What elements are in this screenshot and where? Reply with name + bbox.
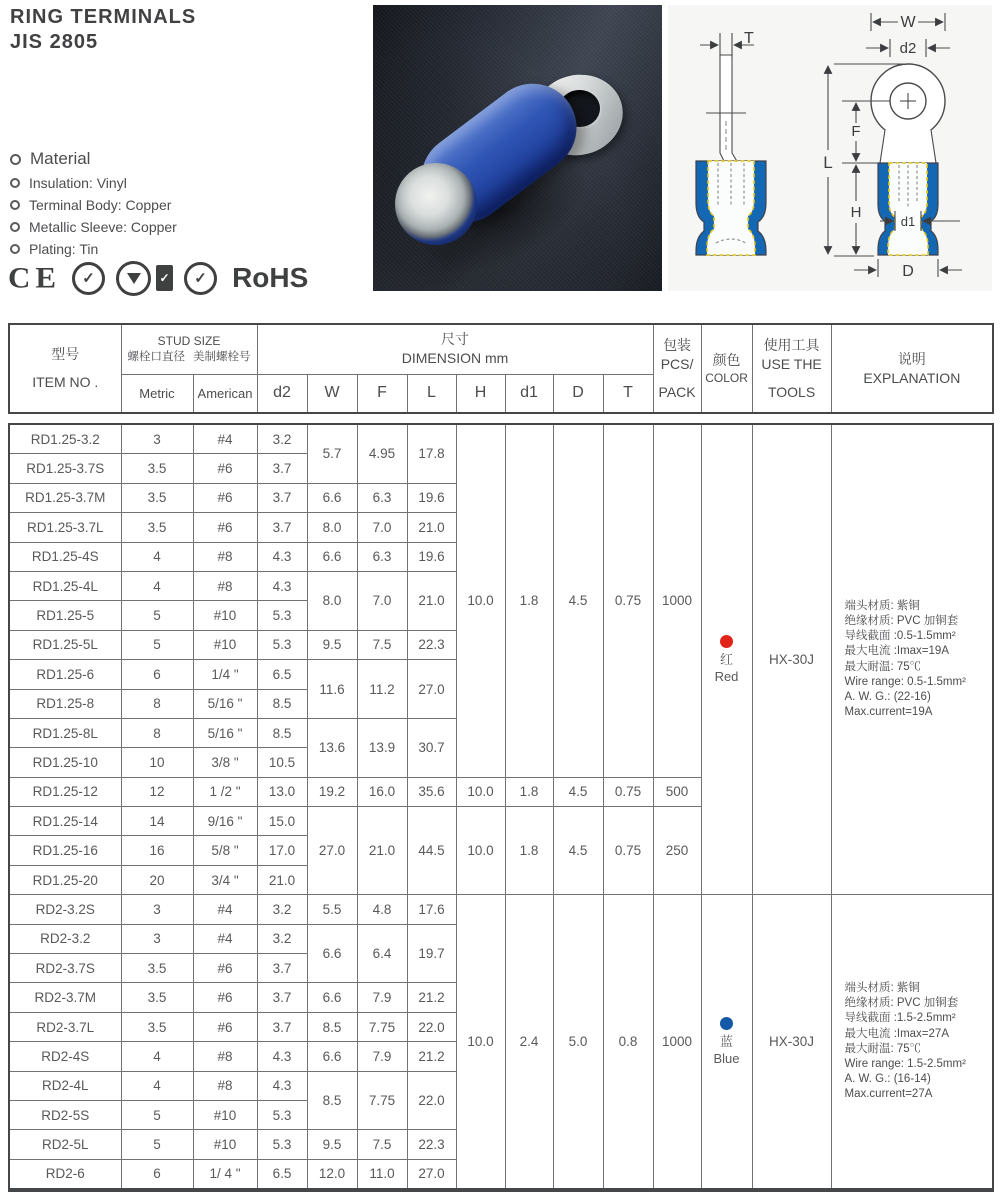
cell-american: 5/16 " <box>193 689 257 718</box>
cell-w: 6.6 <box>307 983 357 1012</box>
cell-d: 5.0 <box>553 895 603 1190</box>
cell-american: 5/8 " <box>193 836 257 865</box>
material-item: Plating: Tin <box>10 241 177 257</box>
cell-american: 5/16 " <box>193 718 257 747</box>
cell-d2: 3.7 <box>257 954 307 983</box>
dim-label-d: D <box>902 263 914 280</box>
cell-f: 7.0 <box>357 571 407 630</box>
cell-metric: 5 <box>121 1130 193 1159</box>
cell-l: 21.0 <box>407 513 456 542</box>
cell-f: 7.5 <box>357 1130 407 1159</box>
material-item: Metallic Sleeve: Copper <box>10 219 177 235</box>
cell-american: #8 <box>193 542 257 571</box>
cell-l: 22.3 <box>407 1130 456 1159</box>
cell-h: 10.0 <box>456 807 505 895</box>
cell-metric: 12 <box>121 777 193 806</box>
cell-metric: 3 <box>121 895 193 924</box>
header-pack: 包装 PCS/ PACK <box>653 324 701 413</box>
cell-f: 11.2 <box>357 660 407 719</box>
cell-l: 30.7 <box>407 718 456 777</box>
cell-l: 35.6 <box>407 777 456 806</box>
header-explanation: 说明 EXPLANATION <box>831 324 993 413</box>
cell-item: RD1.25-5L <box>9 630 121 659</box>
cell-item: RD1.25-4S <box>9 542 121 571</box>
cell-d2: 8.5 <box>257 718 307 747</box>
cell-w: 8.5 <box>307 1071 357 1130</box>
cell-d2: 17.0 <box>257 836 307 865</box>
cell-l: 21.2 <box>407 1042 456 1071</box>
header-tools: 使用工具 USE THE TOOLS <box>752 324 831 413</box>
spec-table-header <box>8 323 994 414</box>
cell-d1: 1.8 <box>505 777 553 806</box>
cell-metric: 5 <box>121 630 193 659</box>
cell-w: 8.5 <box>307 1012 357 1041</box>
bullet-icon <box>10 154 21 165</box>
cell-pack: 1000 <box>653 424 701 777</box>
cell-american: #10 <box>193 1130 257 1159</box>
rohs-mark: RoHS <box>232 262 309 293</box>
red-color-dot-icon <box>720 635 733 648</box>
dim-label-w: W <box>900 14 916 31</box>
cell-f: 7.9 <box>357 1042 407 1071</box>
cell-d2: 3.7 <box>257 983 307 1012</box>
cell-d2: 3.7 <box>257 454 307 483</box>
header-col-t: T <box>603 374 653 413</box>
cell-metric: 3.5 <box>121 483 193 512</box>
cell-american: #10 <box>193 630 257 659</box>
cell-w: 12.0 <box>307 1159 357 1190</box>
cell-d2: 5.3 <box>257 1100 307 1129</box>
cell-t: 0.75 <box>603 424 653 777</box>
cell-american: #8 <box>193 571 257 600</box>
cell-l: 22.0 <box>407 1071 456 1130</box>
cell-metric: 6 <box>121 660 193 689</box>
cell-american: #8 <box>193 1042 257 1071</box>
cell-american: #10 <box>193 601 257 630</box>
cell-d: 4.5 <box>553 424 603 777</box>
cell-w: 8.0 <box>307 571 357 630</box>
cell-american: #6 <box>193 513 257 542</box>
header-col-d1: d1 <box>505 374 553 413</box>
cell-h: 10.0 <box>456 777 505 806</box>
dim-label-t: T <box>744 30 754 47</box>
cell-l: 17.6 <box>407 895 456 924</box>
cell-metric: 4 <box>121 571 193 600</box>
cell-d2: 3.7 <box>257 513 307 542</box>
cell-d1: 2.4 <box>505 895 553 1190</box>
cell-w: 5.5 <box>307 895 357 924</box>
cell-american: #8 <box>193 1071 257 1100</box>
cell-l: 22.3 <box>407 630 456 659</box>
cell-w: 19.2 <box>307 777 357 806</box>
cell-item: RD1.25-5 <box>9 601 121 630</box>
cell-item: RD2-4L <box>9 1071 121 1100</box>
cell-metric: 4 <box>121 1042 193 1071</box>
cell-f: 7.75 <box>357 1012 407 1041</box>
cell-d2: 5.3 <box>257 630 307 659</box>
cell-metric: 3 <box>121 424 193 454</box>
header-col-f: F <box>357 374 407 413</box>
header-american: American <box>193 374 257 413</box>
cell-h: 10.0 <box>456 424 505 777</box>
blue-color-dot-icon <box>720 1017 733 1030</box>
header-item-no: 型号 ITEM NO . <box>9 324 121 413</box>
cell-f: 16.0 <box>357 777 407 806</box>
cell-l: 19.7 <box>407 924 456 983</box>
cell-item: RD1.25-6 <box>9 660 121 689</box>
sgs-check-badge-icon: ✓ <box>184 262 217 295</box>
cell-metric: 20 <box>121 865 193 894</box>
cell-w: 6.6 <box>307 483 357 512</box>
spec-table-body <box>8 423 994 1192</box>
cell-item: RD2-4S <box>9 1042 121 1071</box>
cell-metric: 14 <box>121 807 193 836</box>
cell-metric: 4 <box>121 542 193 571</box>
cell-w: 9.5 <box>307 1130 357 1159</box>
header-row-1 <box>9 324 993 374</box>
material-item: Terminal Body: Copper <box>10 197 177 213</box>
cell-metric: 3.5 <box>121 954 193 983</box>
cell-d2: 3.7 <box>257 1012 307 1041</box>
header-stud-size: STUD SIZE 螺栓口直径 美制螺栓号 <box>121 324 257 374</box>
cell-metric: 3.5 <box>121 454 193 483</box>
cell-item: RD1.25-8 <box>9 689 121 718</box>
cell-item: RD1.25-14 <box>9 807 121 836</box>
cell-f: 7.9 <box>357 983 407 1012</box>
cell-d2: 4.3 <box>257 542 307 571</box>
diagram-svg <box>668 5 992 291</box>
cell-american: #4 <box>193 424 257 454</box>
cell-item: RD1.25-3.7M <box>9 483 121 512</box>
material-item: Insulation: Vinyl <box>10 175 177 191</box>
header-dimension: 尺寸 DIMENSION mm <box>257 324 653 374</box>
bullet-icon <box>10 244 20 254</box>
cell-w: 27.0 <box>307 807 357 895</box>
cell-d2: 4.3 <box>257 571 307 600</box>
cell-pack: 1000 <box>653 895 701 1190</box>
cell-l: 21.2 <box>407 983 456 1012</box>
cell-american: #10 <box>193 1100 257 1129</box>
cell-item: RD1.25-8L <box>9 718 121 747</box>
bullet-icon <box>10 200 20 210</box>
cell-explanation: 端头材质: 紫铜 绝缘材质: PVC 加铜套 导线截面 :0.5-1.5mm² 最大电流 :Imax=19A 最大耐温: 75℃ Wire range: 0.5-1.5mm² A. W. G.: (22-16) Max.current=19A <box>831 424 993 895</box>
cell-f: 6.3 <box>357 483 407 512</box>
cell-metric: 6 <box>121 1159 193 1190</box>
page-subtitle: JIS 2805 <box>10 31 99 53</box>
header-stud-american-zh: 美制螺栓号 <box>193 351 251 364</box>
cell-metric: 4 <box>121 1071 193 1100</box>
cell-item: RD1.25-4L <box>9 571 121 600</box>
cell-f: 7.75 <box>357 1071 407 1130</box>
cell-d2: 8.5 <box>257 689 307 718</box>
material-section <box>10 149 177 263</box>
cell-american: 3/8 " <box>193 748 257 777</box>
cell-d2: 3.2 <box>257 424 307 454</box>
table-row <box>9 895 993 924</box>
cell-item: RD1.25-12 <box>9 777 121 806</box>
cell-d2: 3.7 <box>257 483 307 512</box>
cell-item: RD1.25-3.2 <box>9 424 121 454</box>
dim-label-d1: d1 <box>900 214 916 229</box>
product-photo <box>373 5 662 291</box>
cell-tool: HX-30J <box>752 895 831 1190</box>
cell-d2: 5.3 <box>257 1130 307 1159</box>
cell-t: 0.8 <box>603 895 653 1190</box>
cell-item: RD1.25-10 <box>9 748 121 777</box>
dim-label-h: H <box>850 204 862 221</box>
cell-pack: 250 <box>653 807 701 895</box>
dim-label-f: F <box>851 123 861 140</box>
cell-item: RD2-3.7M <box>9 983 121 1012</box>
ce-mark-icon: CE <box>8 260 62 295</box>
cell-tool: HX-30J <box>752 424 831 895</box>
cell-l: 19.6 <box>407 483 456 512</box>
triangle-cert-badge-icon <box>116 261 151 296</box>
cell-d2: 21.0 <box>257 865 307 894</box>
header-col-h: H <box>456 374 505 413</box>
cell-american: 1 /2 " <box>193 777 257 806</box>
cell-d2: 13.0 <box>257 777 307 806</box>
cell-item: RD1.25-16 <box>9 836 121 865</box>
cell-item: RD2-3.2 <box>9 924 121 953</box>
table-row <box>9 424 993 454</box>
cell-h: 10.0 <box>456 895 505 1190</box>
cell-f: 7.0 <box>357 513 407 542</box>
cell-d2: 15.0 <box>257 807 307 836</box>
cell-w: 11.6 <box>307 660 357 719</box>
cell-item: RD1.25-3.7S <box>9 454 121 483</box>
cell-american: #6 <box>193 983 257 1012</box>
cell-d1: 1.8 <box>505 807 553 895</box>
cell-explanation: 端头材质: 紫铜 绝缘材质: PVC 加铜套 导线截面 :1.5-2.5mm² 最大电流 :Imax=27A 最大耐温: 75℃ Wire range: 1.5-2.5mm² A. W. G.: (16-14) Max.current=27A <box>831 895 993 1190</box>
dimension-diagram <box>668 5 992 291</box>
cell-d2: 5.3 <box>257 601 307 630</box>
bullet-icon <box>10 178 20 188</box>
cell-d: 4.5 <box>553 807 603 895</box>
header-col-d: D <box>553 374 603 413</box>
cell-d2: 6.5 <box>257 1159 307 1190</box>
cell-f: 7.5 <box>357 630 407 659</box>
dim-label-l: L <box>823 153 833 172</box>
cell-d2: 6.5 <box>257 660 307 689</box>
cell-color: 红 Red <box>701 424 752 895</box>
cell-d1: 1.8 <box>505 424 553 777</box>
cell-d2: 10.5 <box>257 748 307 777</box>
cell-metric: 5 <box>121 1100 193 1129</box>
cell-metric: 3.5 <box>121 513 193 542</box>
cell-american: #6 <box>193 483 257 512</box>
cell-w: 6.6 <box>307 924 357 983</box>
cell-metric: 3.5 <box>121 1012 193 1041</box>
cell-item: RD1.25-3.7L <box>9 513 121 542</box>
cell-metric: 10 <box>121 748 193 777</box>
material-heading-row <box>10 149 177 169</box>
page-title: RING TERMINALS <box>10 6 197 28</box>
cell-metric: 3.5 <box>121 983 193 1012</box>
cell-d2: 3.2 <box>257 924 307 953</box>
cell-f: 4.95 <box>357 424 407 483</box>
cell-t: 0.75 <box>603 807 653 895</box>
cell-item: RD2-5S <box>9 1100 121 1129</box>
cell-w: 5.7 <box>307 424 357 483</box>
cell-l: 22.0 <box>407 1012 456 1041</box>
cell-l: 44.5 <box>407 807 456 895</box>
cell-f: 6.3 <box>357 542 407 571</box>
cell-l: 19.6 <box>407 542 456 571</box>
cell-item: RD2-6 <box>9 1159 121 1190</box>
cell-metric: 3 <box>121 924 193 953</box>
bullet-icon <box>10 222 20 232</box>
header-col-w: W <box>307 374 357 413</box>
cell-w: 6.6 <box>307 542 357 571</box>
header-col-l: L <box>407 374 456 413</box>
cell-pack: 500 <box>653 777 701 806</box>
quality-check-badge-icon: ✓ <box>72 262 105 295</box>
cell-f: 11.0 <box>357 1159 407 1190</box>
cell-american: #4 <box>193 895 257 924</box>
header-color: 颜色 COLOR <box>701 324 752 413</box>
cell-f: 21.0 <box>357 807 407 895</box>
cell-american: 1/4 " <box>193 660 257 689</box>
cell-f: 4.8 <box>357 895 407 924</box>
header-col-d2: d2 <box>257 374 307 413</box>
cell-metric: 5 <box>121 601 193 630</box>
cell-w: 6.6 <box>307 1042 357 1071</box>
cell-item: RD2-5L <box>9 1130 121 1159</box>
cell-w: 8.0 <box>307 513 357 542</box>
cell-metric: 8 <box>121 689 193 718</box>
dim-label-d2: d2 <box>899 40 917 57</box>
terminal-sleeve-opening <box>395 163 477 245</box>
cell-item: RD2-3.7L <box>9 1012 121 1041</box>
cell-metric: 8 <box>121 718 193 747</box>
cell-american: #6 <box>193 1012 257 1041</box>
cell-american: 9/16 " <box>193 807 257 836</box>
cell-w: 9.5 <box>307 630 357 659</box>
header-stud-metric-zh: 螺栓口直径 <box>127 351 185 364</box>
cell-american: #6 <box>193 954 257 983</box>
cell-d2: 4.3 <box>257 1042 307 1071</box>
cell-item: RD2-3.7S <box>9 954 121 983</box>
certification-row <box>8 260 308 296</box>
ukas-crown-badge-icon: ✓ <box>156 265 173 291</box>
cell-american: 3/4 " <box>193 865 257 894</box>
cell-f: 13.9 <box>357 718 407 777</box>
cell-d2: 3.2 <box>257 895 307 924</box>
cell-d: 4.5 <box>553 777 603 806</box>
cell-t: 0.75 <box>603 777 653 806</box>
cell-american: 1/ 4 " <box>193 1159 257 1190</box>
cell-w: 13.6 <box>307 718 357 777</box>
cell-color: 蓝 Blue <box>701 895 752 1190</box>
cell-american: #4 <box>193 924 257 953</box>
cell-item: RD1.25-20 <box>9 865 121 894</box>
material-heading: Material <box>30 149 91 168</box>
cell-d2: 4.3 <box>257 1071 307 1100</box>
cell-item: RD2-3.2S <box>9 895 121 924</box>
cell-l: 17.8 <box>407 424 456 483</box>
cell-metric: 16 <box>121 836 193 865</box>
cell-f: 6.4 <box>357 924 407 983</box>
cell-american: #6 <box>193 454 257 483</box>
header-metric: Metric <box>121 374 193 413</box>
cell-l: 27.0 <box>407 660 456 719</box>
cell-l: 21.0 <box>407 571 456 630</box>
cell-l: 27.0 <box>407 1159 456 1190</box>
